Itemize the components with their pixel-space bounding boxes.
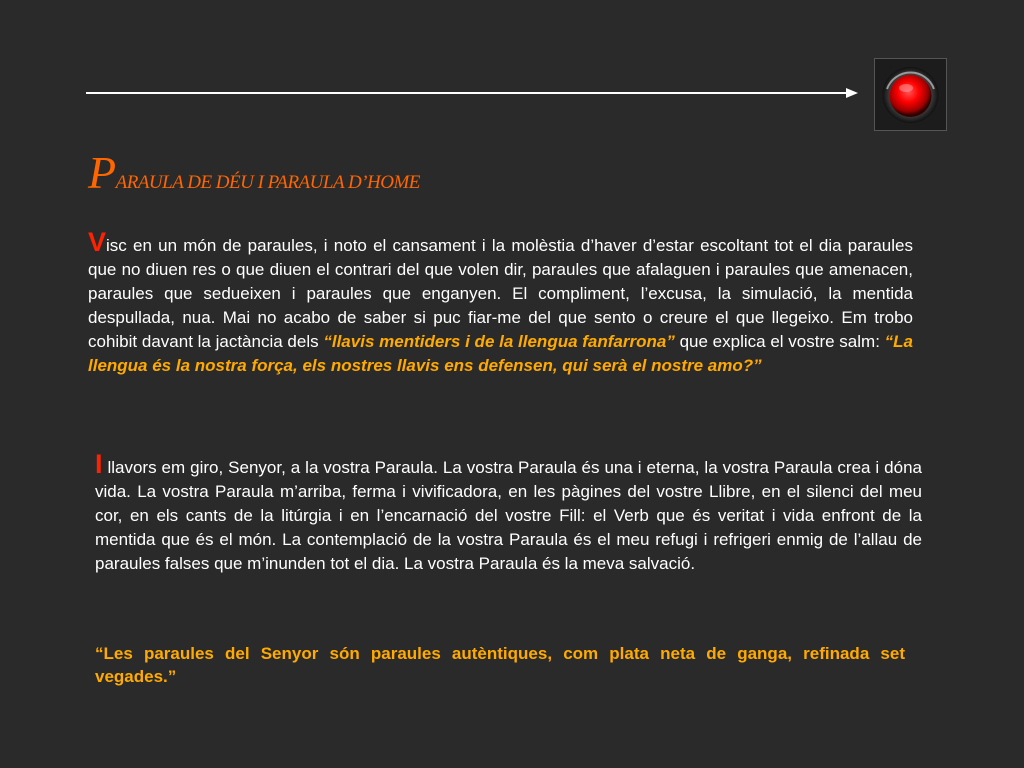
arrow-right-icon [86,92,848,94]
paragraph-2-text: llavors em giro, Senyor, a la vostra Paraula. La vostra Paraula és una i eterna, la vostra Paraula crea i dóna vida. La vostra Paraula m’arriba, ferma i vivificadora, en les pàgines del vostre Llibre, en el silenci del meu cor, en els cants de la litúrgia i en l’encarnació del vostre Fill: el Verb que és veritat i vida enfront de la mentida que és el món. La contemplació de la vostra Paraula és el meu refugi i refrigeri enmig de l’allau de paraules falses que m’inunden tot el dia. La vostra Paraula és la meva salvació. [95,458,922,573]
paragraph-1-text: isc en un món de paraules, i noto el cansament i la molèstia d’haver d’estar escoltant tot el dia paraules que no diuen res o que diuen el contrari del que volen dir, paraules que afalaguen i paraules que amenacen, paraules que sedueixen i paraules que enganyen. El compliment, l’excusa, la simulació, la mentida despullada, nua. Mai no acabo de saber si puc fiar-me del que sento o creure el que llegeixo. Em trobo cohibit davant la jactància dels [88,236,913,351]
title-rest: ARAULA DE DÉU I PARAULA D’HOME [115,172,420,193]
paragraph-1-quote-2: “La llengua és la nostra força, els nostres llavis ens defensen, qui serà el nostre amo?” [88,332,913,375]
paragraph-1-middle: que explica el vostre salm: [674,332,885,351]
closing-quote: “Les paraules del Senyor són paraules autèntiques, com plata neta de ganga, refinada set vegades.” [95,644,905,686]
red-record-button-icon[interactable] [874,58,947,131]
paragraph-1-quote-1: “llavis mentiders i de la llengua fanfarrona” [323,332,675,351]
paragraph-1 [88,227,913,378]
arrow-head-icon [846,88,858,98]
paragraph-1-initial: V [88,227,107,257]
paragraph-2-initial: I [95,449,103,479]
title-initial: P [88,147,116,198]
paragraph-2 [95,449,922,576]
page-title [88,147,420,198]
